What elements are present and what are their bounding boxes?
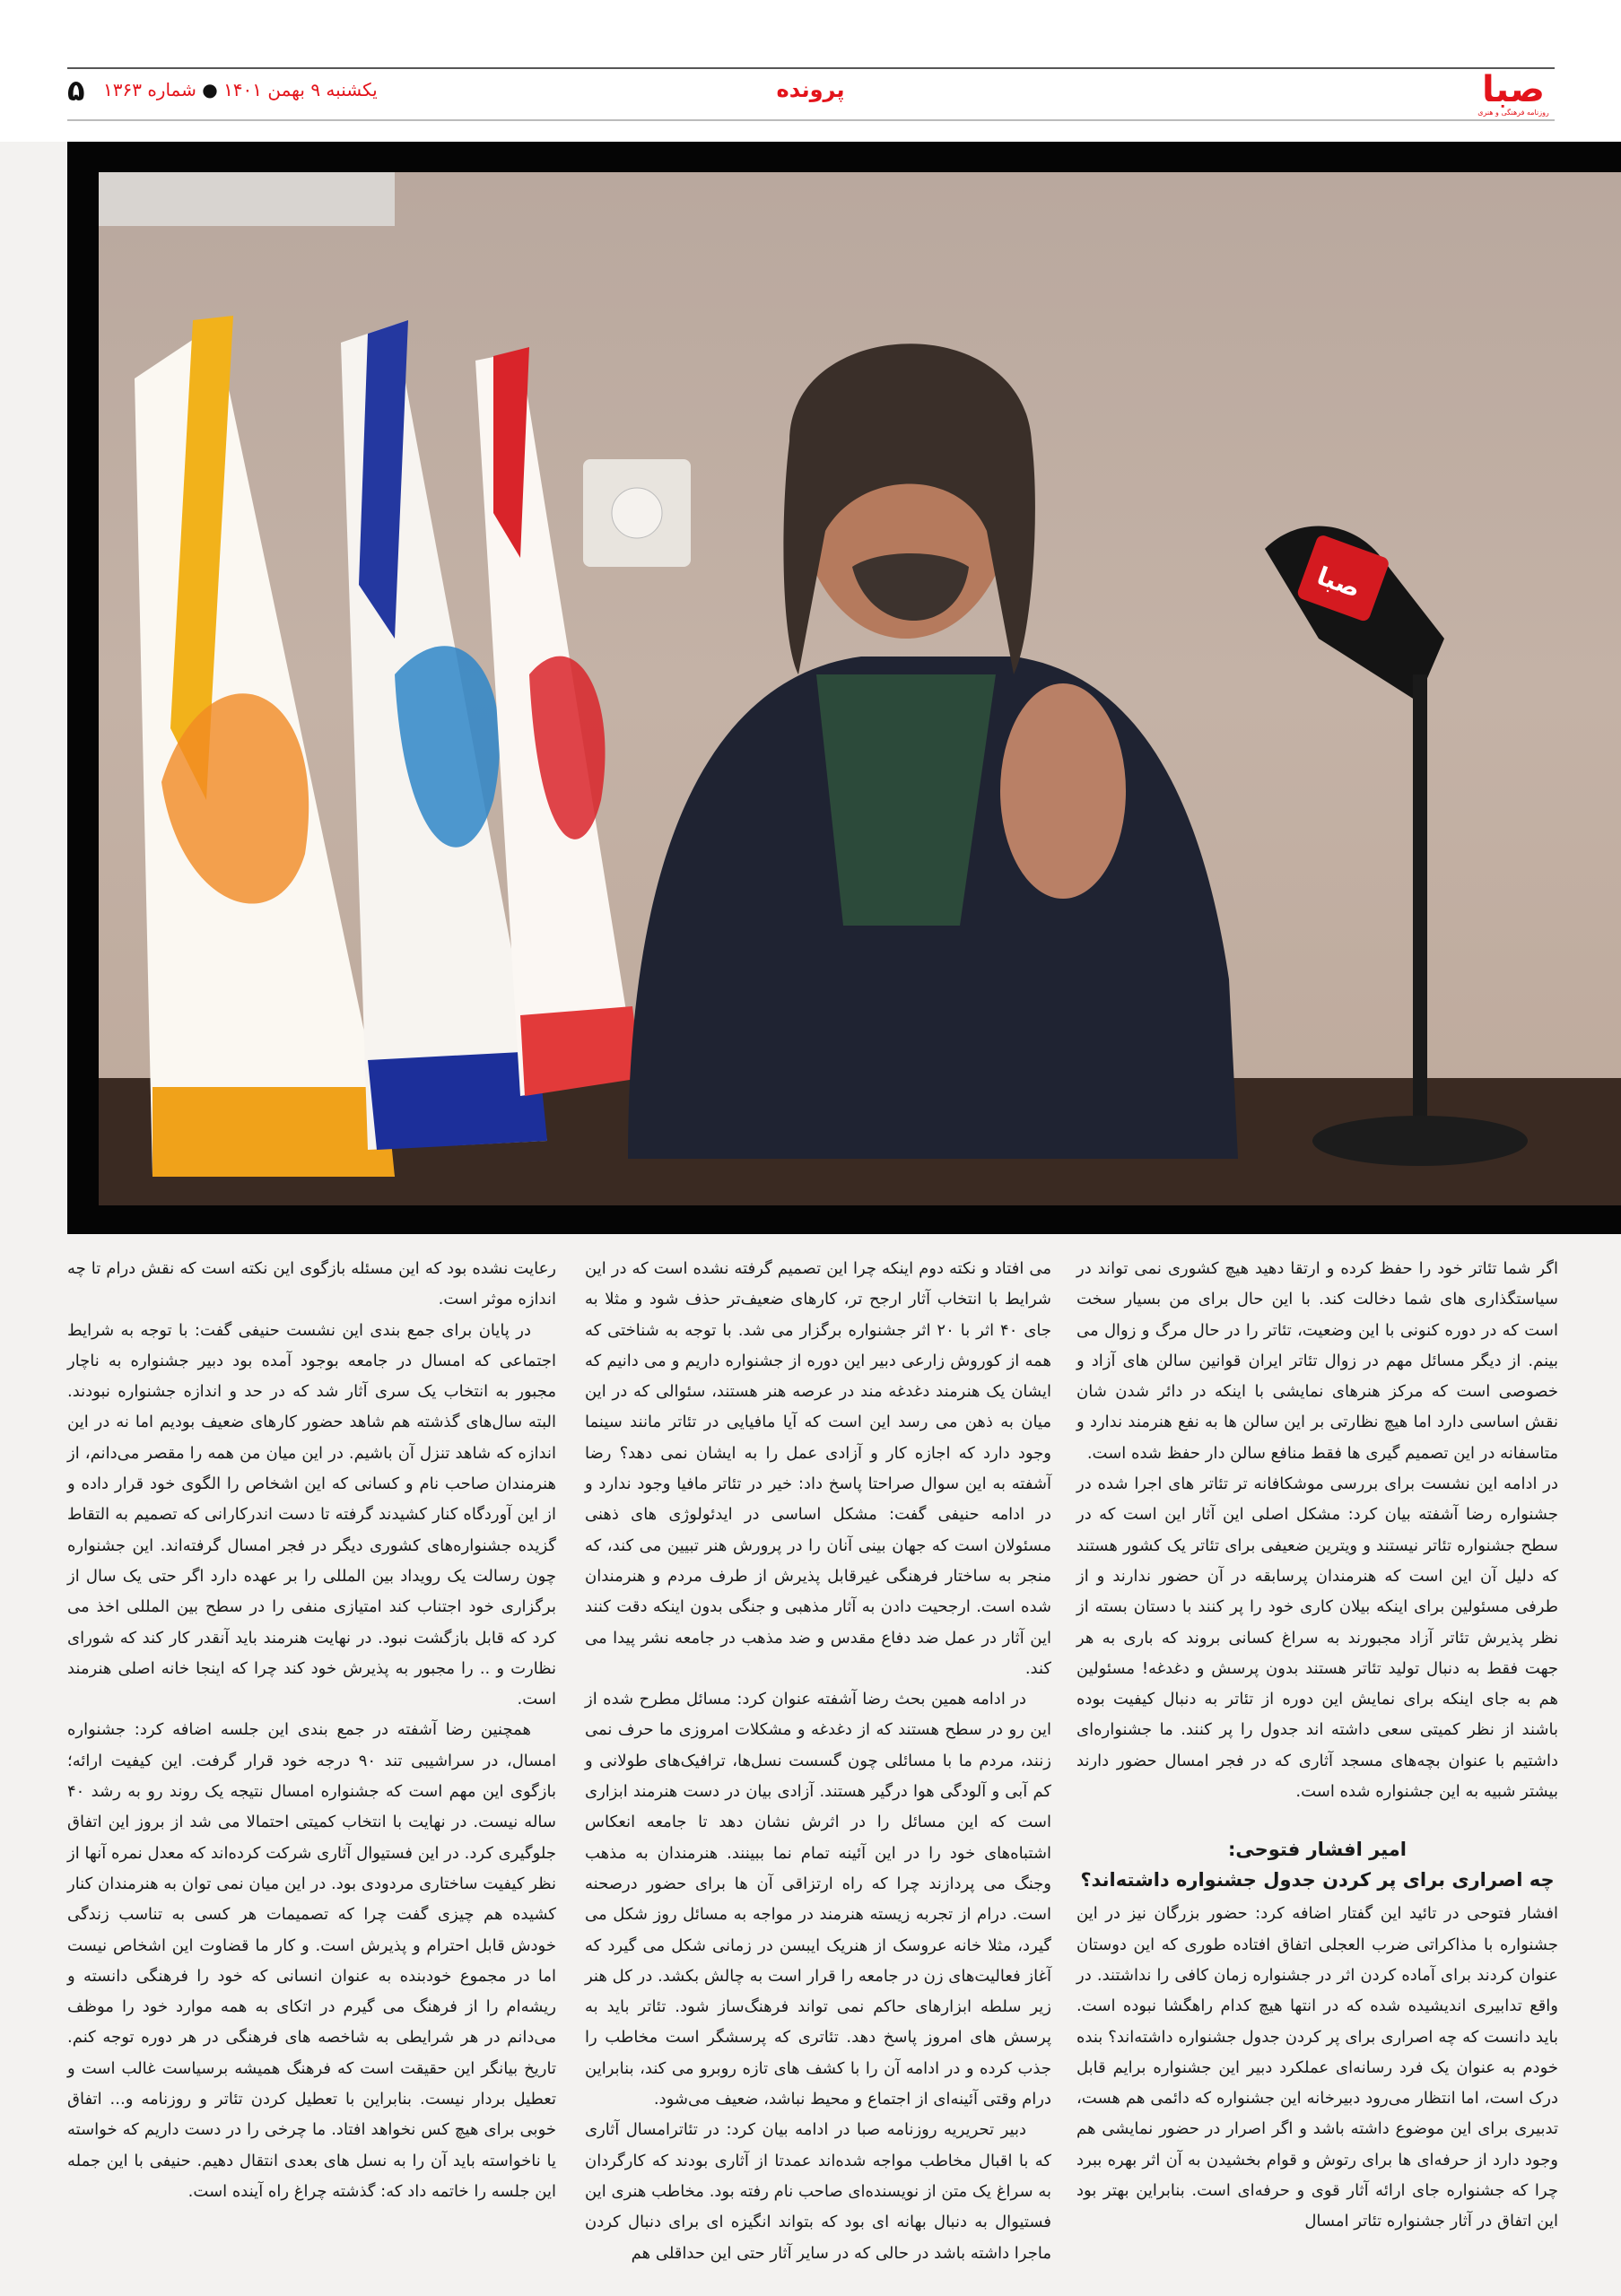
paragraph: رعایت نشده بود که این مسئله بازگوی این نکته است که نقش درام تا چه اندازه موثر است. <box>67 1259 556 1309</box>
issue-date: یکشنبه ۹ بهمن ۱۴۰۱ <box>223 79 378 100</box>
poster-corner <box>99 172 395 226</box>
paragraph: همچنین رضا آشفته در جمع بندی این جلسه اضافه کرد: جشنواره امسال، در سراشیبی تند ۹۰ درجه خود قرار گرفت. این کیفیت ارائه؛ بازگوی این مهم است که جشنواره امسال نتیجه یک روند رو به رشد ۴۰ ساله نیست. در نهایت با انتخاب کمیتی احتمالا می شد از بروز این اتفاق جلوگیری کرد. در این فستیوال آثاری شرکت کرده‌اند که معدل نمره آنها از نظر کیفیت ساختاری مردودی بود. در این میان نمی توان به هنرمندان کنار کشیده هم چیزی گفت چرا که تصمیمات هر کسی به تناسب زندگی خودش قابل احترام و پذیرش است. و کار ما قضاوت این اشخاص نیست اما در مجموع خودبنده به عنوان انسانی که خود را فرهنگی دانسته و ریشه‌ام را از فرهنگ می گیرم در اتکای به همه موارد خود را موظف می‌دانم در هر شرایطی به شاخصه های فرهنگی در هر دوره توجه کنم. تاریخ بیانگر این حقیقت است که فرهنگ همیشه برسیاست غالب است و تعطیل بردار نیست. بنابراین با تعطیل کردن تئاتر و روزنامه و... اتفاق خوبی برای هیچ کس نخواهد افتاد. ما چرخی را در دست داریم که خواسته یا ناخواسته باید آن را به نسل های بعدی انتقال دهیم. حنیفی با این جمله این جلسه را خاتمه داد که: گذشته چراغ راه آینده است. <box>67 1720 556 2201</box>
subheading <box>1076 1834 1558 1895</box>
header-bottom-rule <box>67 119 1555 121</box>
bullet-separator-icon: ● <box>202 79 218 100</box>
column-right <box>1076 1254 1558 2238</box>
paragraph: در ادامه این نشست برای بررسی موشکافانه تر تئاتر های اجرا شده در جشنواره رضا آشفته بیان کرد: مشکل اصلی این آثار این است که در سطح جشنواره تئاتر نیستند و ویترین ضعیفی برای تئاتر یک کشور هستند که دلیل آن این است که هنرمندان پرسابقه در آن حضور ندارند و از طرفی مسئولین برای اینکه بیلان کاری خود را پر کنند با دستان بسته از نظر پذیرش تئاتر آزاد مجبورند به سراغ کسانی بروند که باری به هر جهت فقط به دنبال تولید تئاتر هستند بدون پرسش و دغدغه! مسئولین هم به جای اینکه برای نمایش این دوره از تئاتر به دنبال کیفیت بوده باشند از نظر کمیتی سعی داشته اند جدول را پر کنند. ما جشنواره‌ای داشتیم با عنوان بچه‌های مسجد آثاری که در فجر امسال حضور دارند بیشتر شبیه به این جشنواره شده است. <box>1076 1474 1558 1802</box>
paragraph: در پایان برای جمع بندی این نشست حنیفی گفت: با توجه به شرایط اجتماعی که امسال در جامعه بوجود آمده بود دبیر جشنواره به ناچار مجبور به انتخاب یک سری آثار شد که در حد و اندازه جشنواره نبودند. البته سال‌های گذشته هم شاهد حضور کارهای ضعیف بودیم اما نه در این اندازه که شاهد تنزل آن باشیم. در این میان من همه را مقصر می‌دانم، از هنرمندان صاحب نام و کسانی که این اشخاص را الگوی خود قرار داده و از این آوردگاه کنار کشیدند گرفته تا دست اندرکارانی که تصمیم به التقاط گزیده جشنواره‌های کشوری دیگر در فجر امسال گرفته‌اند. این جشنواره چون رسالت یک رویداد بین المللی را بر عهده دارد اگر حتی یک سال از برگزاری خود اجتناب کند امتیازی منفی را در سطح بین المللی اخذ می کرد که قابل بازگشت نبود. در نهایت هنرمند باید آنقدر کار کند که شورای نظارت و .. را مجبور به پذیرش خود کند چرا که اینجا خانه اصلی هنرمند است. <box>67 1320 556 1709</box>
man-figure <box>628 344 1238 1159</box>
mic-logo: صبا <box>1312 561 1365 604</box>
column-left <box>67 1254 556 2207</box>
paragraph: اگر شما تئاتر خود را حفظ کرده و ارتقا دهید هیچ کشوری نمی تواند در سیاستگذاری های شما دخالت کند. با این حال برای من بسیار سخت است که در دوره کنونی با این وضعیت، تئاتر را در حال مرگ و زوال می بینم. از دیگر مسائل مهم در زوال تئاتر ایران قوانین سالن های آزاد و خصوصی است که مرکز هنرهای نمایشی با اینکه در دائر شدن شان نقش اساسی دارد اما هیچ نظارتی بر این سالن ها به نفع هنرمند ندارد و متاسفانه در این تصمیم گیری ها فقط منافع سالن دار حفظ شده است. <box>1076 1259 1558 1463</box>
microphone <box>1265 526 1528 1166</box>
photo-illustration <box>99 172 1621 1205</box>
logo-text: صبا <box>1482 69 1545 110</box>
subheading-speaker: امیر افشار فتوحی: <box>1227 1839 1407 1861</box>
header-top-rule <box>67 67 1555 69</box>
paragraph: می افتاد و نکته دوم اینکه چرا این تصمیم گرفته نشده است که در این شرایط با انتخاب آثار ارجح تر، کارهای ضعیف‌تر حذف شود و مثلا به جای ۴۰ اثر با ۲۰ اثر جشنواره برگزار می شد. با توجه به شناختی که همه از کوروش زارعی دبیر این دوره از جشنواره داریم و می دانیم که ایشان یک هنرمند دغدغه مند در عرصه هنر هستند، سئوالی که در این میان به ذهن می رسد این است که آیا مافیایی در تئاتر مانند سینما وجود دارد که اجازه کار و آزادی عمل را به ایشان نمی دهد؟ رضا آشفته به این سوال صراحتا پاسخ داد: خیر در تئاتر مافیا وجود ندارد و در ادامه حنیفی گفت: مشکل اساسی در ایدئولوژی های ذهنی مسئولان است که جهان بینی آنان را در پرورش هنر تبیین می کند، که منجر به ساختار فرهنگی غیرقابل پذیرش از طرف مردم و هنرمندان شده است. ارجحیت دادن به آثار مذهبی و جنگی بدون اینکه دقت کنند این آثار در عمل ضد دفاع مقدس و ضد مذهب در جامعه نشر پیدا می کند. <box>585 1259 1052 1678</box>
paragraph: دبیر تحریریه روزنامه صبا در ادامه بیان کرد: در تئاترامسال آثاری که با اقبال مخاطب مواجه شده‌اند عمدتا از آثاری بودند که کارگردان به سراغ یک متن از نویسنده‌ای صاحب نام رفته بود. مخاطب هنری این فستیوال به دنبال بهانه ای بود که بتواند انگیزه ای برای دنبال کردن ماجرا داشته باشد در حالی که در سایر آثار حتی این حداقلی هم <box>585 2120 1051 2263</box>
section-title: پرونده <box>776 77 845 102</box>
dateline <box>103 79 378 100</box>
page-number: ۵ <box>67 74 85 108</box>
subheading-question: چه اصراری برای پر کردن جدول جشنواره داشته‌اند؟ <box>1080 1869 1555 1892</box>
paragraph: افشار فتوحی در تائید این گفتار اضافه کرد: حضور بزرگان نیز در این جشنواره با مذاکراتی ضرب العجلی اتفاق افتاده طوری که این دوستان عنوان کردند برای آماده کردن اثر در جشنواره زمان کافی را نداشتند. در واقع تدابیری اندیشیده شده که در انتها هیچ کدام راهگشا نبوده است. باید دانست که چه اصراری برای پر کردن جدول جشنواره داشته‌اند؟ بنده خودم به عنوان یک فرد رسانه‌ای عملکرد دبیر این جشنواره برایم قابل درک است، اما انتظار می‌رود دبیرخانه این جشنواره که دائمی هم هست، تدبیری برای این موضوع داشته باشد و اگر اصرار در حضور نمایشی هم وجود دارد از حرفه‌ای ها برای رتوش و قوام بخشیدن به آن اثر بهره ببرد چرا که جشنواره جای ارائه آثار قوی و حرفه‌ای است. بنابراین بهتر بود این اتفاق در آثار جشنواره تئاتر امسال <box>1076 1904 1558 2231</box>
interview-photo <box>99 172 1621 1205</box>
socket-face <box>612 488 662 538</box>
issue-number: شماره ۱۳۶۳ <box>103 79 196 100</box>
paragraph: در ادامه همین بحث رضا آشفته عنوان کرد: مسائل مطرح شده از این رو در سطح هستند که از دغدغه و مشکلات امروزی ما حرف نمی زنند، مردم ما با مسائلی چون گسست نسل‌ها، ترافیک‌های طولانی و کم آبی و آلودگی هوا درگیر هستند. آزادی بیان در دست هنرمند ابزاری است که این مسائل را در اثرش نشان دهد تا جامعه انعکاس اشتباه‌های خود را در این آئینه تمام نما ببینند. هنرمندان به مذهب وجنگ می پردازند چرا که راه ارتزاقی آن ها برای حضور درصحنه است. درام از تجربه زیسته هنرمند در مواجه به مسائل روز شکل می گیرد، مثلا خانه عروسک از هنریک ایبسن در زمانی شکل می گیرد که آغاز فعالیت‌های زن در جامعه را قرار است به چالش بکشد. در کل هنر زیر سلطه ابزارهای حاکم نمی تواند فرهنگ‌ساز شود. تئاتر باید به پرسش های امروز پاسخ دهد. تئاتری که پرسشگر است مخاطب را جذب کرده و در ادامه آن را با کشف های تازه روبرو می کند، بنابراین درام وقتی آئینه‌ای از اجتماع و محیط نباشد، ضعیف می‌شود. <box>585 1690 1051 2109</box>
logo-tagline: روزنامه فرهنگی و هنری <box>1477 109 1549 117</box>
column-middle <box>585 1254 1051 2269</box>
